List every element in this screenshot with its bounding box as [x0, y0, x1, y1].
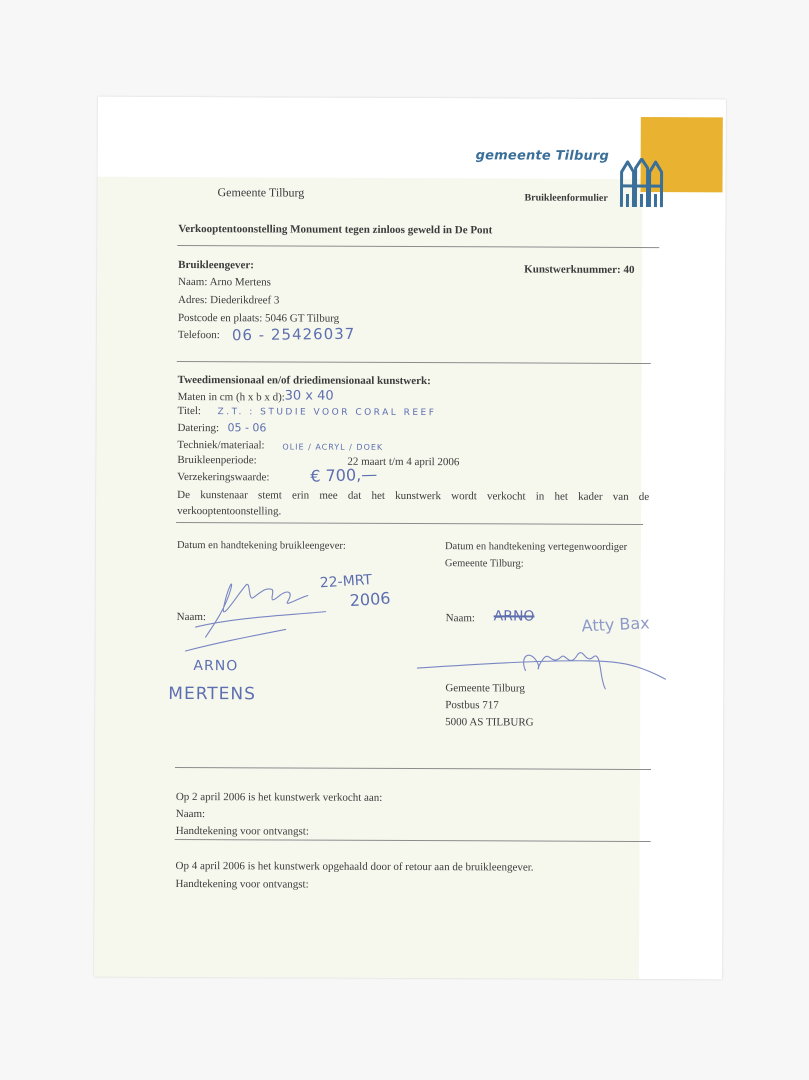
event-title: Verkooptentoonstelling Monument tegen zinloos geweld in De Pont: [178, 222, 493, 237]
sale-name: Naam:: [175, 807, 206, 821]
lender-name-label: Naam:: [176, 610, 207, 624]
sale-receipt-signature: Handtekening voor ontvangst:: [175, 824, 309, 838]
lender-address: Adres: Diederikdreef 3: [178, 293, 280, 307]
rep-signature-heading: Datum en handtekening vertegenwoordiger: [444, 541, 628, 553]
size-label: Maten in cm (h x b x d):: [177, 390, 285, 404]
lender-postal: Postcode en plaats: 5046 GT Tilburg: [177, 311, 340, 325]
lender-date-handwritten: 22-MRT: [319, 572, 373, 592]
lender-signature: [175, 567, 335, 658]
title-value: Z.T. : STUDIE VOOR CORAL REEF: [217, 407, 437, 419]
technique-label: Techniek/materiaal:: [177, 438, 265, 452]
size-value: 30 x 40: [284, 388, 334, 404]
form-name: Bruikleenformulier: [524, 192, 608, 204]
period-label: Bruikleenperiode:: [177, 453, 257, 467]
lender-signature-heading: Datum en handtekening bruikleengever:: [176, 539, 346, 552]
artwork-heading: Tweedimensionaal en/of driedimensionaal kunstwerk:: [177, 373, 431, 388]
lender-surname-handwritten: MERTENS: [168, 683, 256, 705]
lender-name-handwritten: ARNO: [193, 658, 239, 675]
title-label: Titel:: [177, 404, 202, 418]
technique-value: OLIE / ACRYL / DOEK: [282, 442, 384, 452]
org-name: Gemeente Tilburg: [217, 185, 305, 200]
consent-text-cont: verkooptentoonstelling.: [177, 504, 282, 518]
consent-text: De kunstenaar stemt erin mee dat het kunstwerk wordt verkocht in het kader van de: [177, 488, 650, 504]
lender-heading: Bruikleengever:: [178, 258, 254, 272]
rep-name-handwritten: Atty Bax: [581, 613, 651, 636]
phone-label: Telefoon:: [177, 328, 220, 342]
rep-name-label: Naam:: [445, 612, 476, 625]
return-statement: Op 4 april 2006 is het kunstwerk opgehaald door of retour aan de bruikleengever.: [175, 859, 534, 874]
loan-form-paper: [94, 97, 726, 980]
date-label: Datering:: [177, 421, 220, 435]
rep-address: Gemeente Tilburg: [445, 682, 525, 695]
insurance-label: Verzekeringswaarde:: [177, 470, 270, 484]
brand-wordmark: gemeente Tilburg: [475, 148, 610, 164]
date-value: 05 - 06: [227, 421, 267, 435]
rep-address-city: 5000 AS TILBURG: [445, 716, 534, 729]
lender-date-handwritten-year: 2006: [349, 588, 392, 611]
period-value: 22 maart t/m 4 april 2006: [347, 455, 460, 469]
artwork-number: Kunstwerknummer: 40: [524, 263, 635, 276]
rep-name-struck: ARNO: [493, 608, 535, 625]
sale-statement: Op 2 april 2006 is het kunstwerk verkocht aan:: [175, 790, 383, 804]
phone-value: 06 - 25426037: [231, 324, 356, 345]
rep-address-postbox: Postbus 717: [445, 699, 499, 712]
lender-name: Naam: Arno Mertens: [178, 275, 272, 289]
tilburg-logo-icon: [618, 158, 664, 208]
rep-signature-heading-cont: Gemeente Tilburg:: [444, 558, 524, 570]
return-receipt-signature: Handtekening voor ontvangst:: [175, 877, 309, 891]
insurance-value: € 700,—: [309, 464, 378, 486]
